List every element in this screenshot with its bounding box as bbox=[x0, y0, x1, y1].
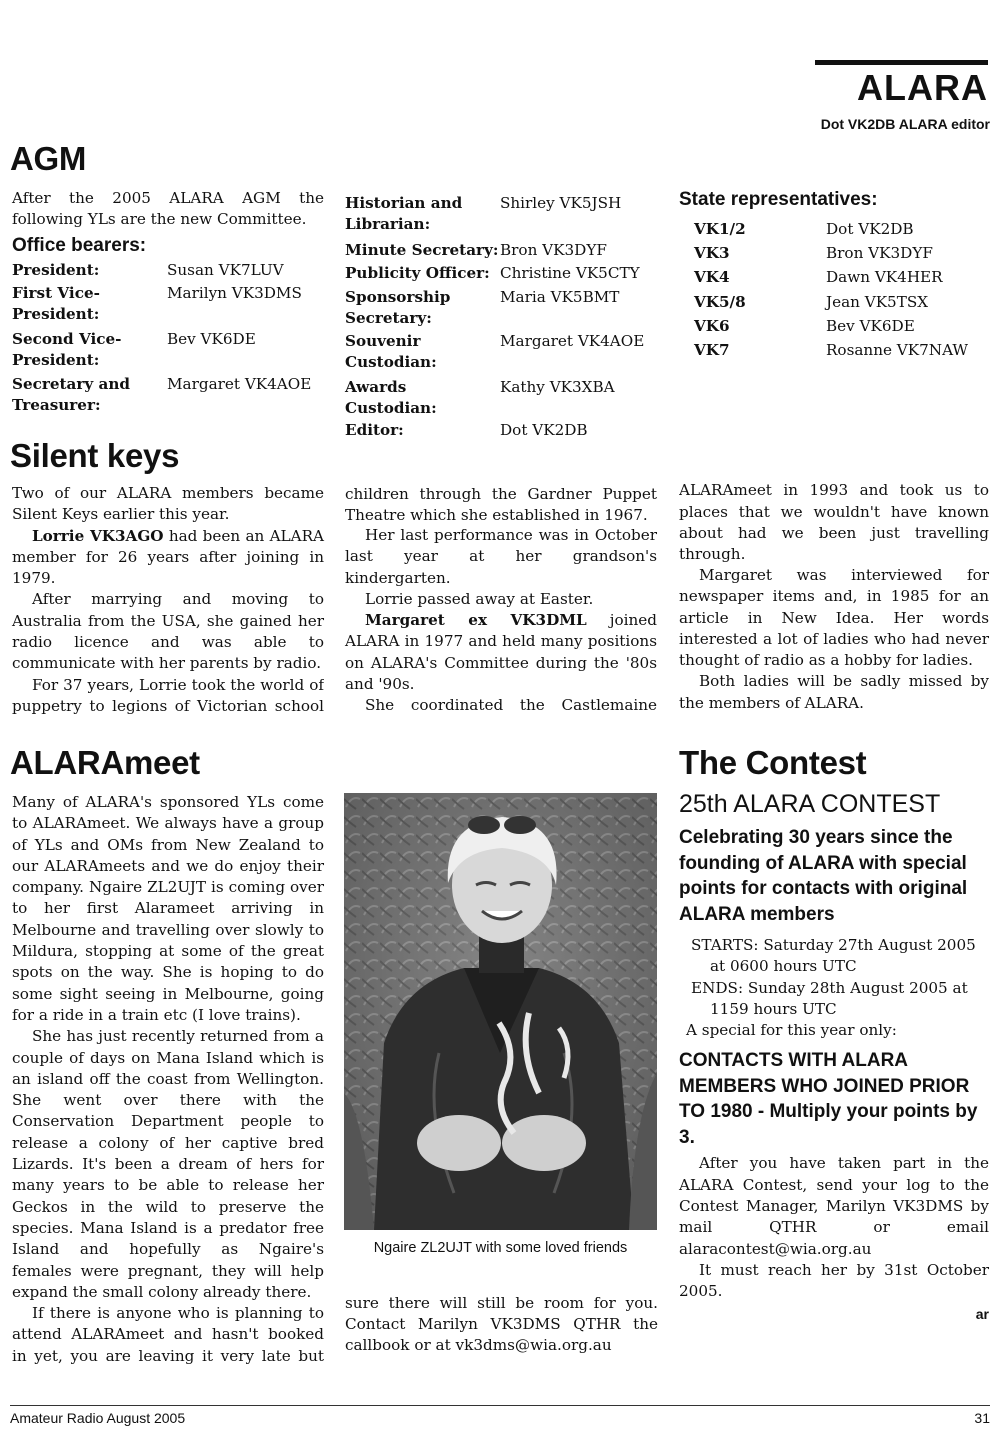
role-label: Editor: bbox=[345, 421, 404, 440]
role-row bbox=[345, 193, 644, 239]
role-label: Secretary and Treasurer: bbox=[12, 374, 131, 415]
silent-keys-p2-text: had been an ALARA member for 26 years after joining in 1979. bbox=[12, 526, 324, 588]
silent-keys-column-3 bbox=[679, 480, 989, 714]
page-number: 31 bbox=[974, 1410, 990, 1426]
footer-publication: Amateur Radio August 2005 bbox=[10, 1410, 186, 1426]
role-name: Margaret VK4AOE bbox=[500, 331, 645, 350]
photo-illustration bbox=[344, 793, 657, 1230]
role-name: Kathy VK3XBA bbox=[500, 377, 615, 396]
state-reps-table bbox=[694, 217, 968, 362]
alarameet-column-2 bbox=[345, 1293, 658, 1357]
silent-keys-column-1 bbox=[12, 483, 324, 717]
role-label: President: bbox=[12, 260, 100, 279]
role-label: Awards Custodian: bbox=[345, 377, 437, 417]
silent-keys-p7-text: joined ALARA in 1977 and held many positions on ALARA's Committee during the '80s and '90s. bbox=[345, 611, 657, 694]
silent-keys-p7 bbox=[345, 610, 657, 695]
agm-column-1 bbox=[12, 188, 324, 416]
agm-title: AGM bbox=[10, 140, 87, 177]
contest-reach: It must reach her by 31st October 2005. bbox=[679, 1260, 989, 1301]
alarameet-column-1 bbox=[12, 792, 324, 1367]
contest-subtitle: 25th ALARA CONTEST bbox=[679, 790, 941, 818]
role-name: Margaret VK4AOE bbox=[167, 374, 312, 393]
contest-special: A special for this year only: bbox=[686, 1021, 897, 1040]
office-bearer-row bbox=[12, 372, 311, 417]
role-name: Bron VK3DYF bbox=[500, 241, 607, 259]
state-rep-name: Dot VK2DB bbox=[826, 220, 914, 238]
contest-dates bbox=[679, 935, 989, 1041]
office-bearer-row bbox=[12, 281, 311, 326]
contest-title: The Contest bbox=[679, 744, 867, 781]
silent-keys-p3: After marrying and moving to Australia from the USA, she gained her radio licence and was able to communicate with her parents by radio. bbox=[12, 590, 324, 673]
agm-intro: After the 2005 ALARA AGM the following YLs are the new Committee. bbox=[12, 189, 324, 229]
state-rep-name: Bron VK3DYF bbox=[826, 244, 933, 263]
silent-keys-p5: Her last performance was in October last year at her grandson's kindergarten. bbox=[345, 526, 657, 587]
role-row bbox=[345, 376, 644, 420]
office-bearers-heading: Office bearers: bbox=[12, 234, 147, 256]
agm-column-2 bbox=[345, 193, 660, 441]
silent-keys-p4-cont-text: children through the Gardner Puppet Theatre which she established in 1967. bbox=[345, 484, 657, 524]
state-rep-row bbox=[694, 290, 968, 314]
role-label: Second Vice-President: bbox=[12, 330, 122, 370]
role-label: Souvenir Custodian: bbox=[345, 331, 437, 371]
contest-ends-2: 1159 hours UTC bbox=[710, 999, 837, 1018]
role-label: Historian and Librarian: bbox=[345, 194, 463, 234]
state-label: VK6 bbox=[694, 316, 730, 335]
state-label: VK4 bbox=[694, 268, 730, 287]
alarameet-title: ALARAmeet bbox=[10, 744, 200, 781]
state-rep-row bbox=[694, 241, 968, 265]
role-name: Christine VK5CTY bbox=[500, 264, 640, 283]
contest-celebrate: Celebrating 30 years since the founding of ALARA with special points for contacts with original ALARA members bbox=[679, 827, 968, 925]
contest-body bbox=[679, 1153, 989, 1302]
photo-caption: Ngaire ZL2UJT with some loved friends bbox=[373, 1240, 628, 1256]
silent-keys-p4: For 37 years, Lorrie took the world of puppetry to legions of Victorian school bbox=[12, 675, 324, 715]
silent-keys-p6: Lorrie passed away at Easter. bbox=[365, 589, 594, 608]
role-row bbox=[345, 419, 644, 441]
role-name: Maria VK5BMT bbox=[500, 287, 620, 306]
silent-keys-p9: Margaret was interviewed for newspaper items and, in 1985 for an article in New Idea. Her words interested a lot of ladies who had never thought of radio as a hobby for ladies. bbox=[679, 566, 989, 670]
contest-after: After you have taken part in the ALARA Contest, send your log to the Contest Manager, Marilyn VK3DMS by mail QTHR or email alaracontest@wia.org.au bbox=[679, 1154, 989, 1258]
ngaire-photo bbox=[344, 793, 657, 1230]
office-bearer-row bbox=[12, 260, 311, 281]
silent-keys-p2 bbox=[12, 526, 324, 590]
state-rep-name: Jean VK5TSX bbox=[826, 292, 929, 311]
alara-logo bbox=[815, 60, 988, 107]
state-rep-row bbox=[694, 217, 968, 241]
state-rep-name: Rosanne VK7NAW bbox=[826, 341, 969, 360]
role-name: Shirley VK5JSH bbox=[500, 194, 622, 212]
agm-column-3 bbox=[679, 189, 989, 362]
role-label: First Vice-President: bbox=[12, 284, 100, 324]
role-row bbox=[345, 261, 644, 284]
silent-keys-p8-cont-text: ALARAmeet in 1993 and took us to places that we wouldn't have known about had we been just travelling through. bbox=[679, 481, 989, 564]
role-row bbox=[345, 239, 644, 261]
state-label: VK3 bbox=[694, 244, 730, 263]
office-bearer-row bbox=[12, 326, 311, 372]
role-name: Dot VK2DB bbox=[500, 421, 588, 440]
contest-starts-1: STARTS: Saturday 27th August 2005 bbox=[691, 936, 976, 954]
silent-keys-column-2 bbox=[345, 483, 657, 716]
contest-section bbox=[679, 744, 989, 1322]
contest-starts-2: at 0600 hours UTC bbox=[710, 957, 857, 976]
office-bearers-table bbox=[12, 260, 311, 416]
role-row bbox=[345, 331, 644, 376]
silent-keys-p8: She coordinated the Castlemaine bbox=[365, 696, 657, 715]
callsign-margaret: Margaret ex VK3DML bbox=[365, 611, 587, 630]
silent-keys-p8-continued bbox=[679, 480, 989, 565]
state-label: VK5/8 bbox=[694, 292, 746, 311]
role-name: Susan VK7LUV bbox=[167, 260, 284, 279]
role-name: Marilyn VK3DMS bbox=[167, 284, 302, 303]
silent-keys-p10: Both ladies will be sadly missed by the members of ALARA. bbox=[679, 672, 989, 712]
state-reps-heading: State representatives: bbox=[679, 189, 878, 210]
contest-signoff: ar bbox=[975, 1305, 989, 1322]
alarameet-p3-cont-text: sure there will still be room for you. Contact Marilyn VK3DMS QTHR the callbook or at vk3dms@wia.org.au bbox=[345, 1293, 658, 1355]
state-rep-name: Bev VK6DE bbox=[826, 316, 915, 335]
contest-contacts: CONTACTS WITH ALARA MEMBERS WHO JOINED PRIOR TO 1980 - Multiply your points by 3. bbox=[679, 1050, 978, 1148]
role-name: Bev VK6DE bbox=[167, 330, 256, 349]
other-roles-table bbox=[345, 193, 644, 441]
state-rep-row bbox=[694, 338, 968, 362]
silent-keys-title: Silent keys bbox=[10, 437, 180, 474]
role-label: Sponsorship Secretary: bbox=[345, 287, 451, 327]
state-rep-row bbox=[694, 265, 968, 289]
state-rep-row bbox=[694, 314, 968, 338]
state-rep-name: Dawn VK4HER bbox=[826, 268, 943, 287]
callsign-lorrie: Lorrie VK3AGO bbox=[32, 526, 164, 545]
alarameet-p3-continued bbox=[345, 1293, 658, 1357]
alarameet-p3: If there is anyone who is planning to attend ALARAmeet and hasn't booked in yet, you are leaving it very late but bbox=[12, 1304, 324, 1365]
role-label: Publicity Officer: bbox=[345, 264, 490, 283]
logo-text: ALARA bbox=[857, 67, 988, 108]
contest-ends-1: ENDS: Sunday 28th August 2005 at bbox=[691, 978, 968, 997]
state-label: VK1/2 bbox=[694, 220, 746, 238]
state-label: VK7 bbox=[694, 341, 730, 360]
alarameet-p2: She has just recently returned from a couple of days on Mana Island which is an island off the coast from Wellington. She went over there with the Conservation Department people to release a colony of her captive bred Lizards. It's been a dream of hers for many years to be able to release her Geckos in the wild to preserve the species. Mana Island is a predator free Island and hopefully as Ngaire's females were pregnant, they will help expand the small colony already there. bbox=[12, 1027, 324, 1301]
silent-keys-p4-continued bbox=[345, 483, 657, 525]
alarameet-p1: Many of ALARA's sponsored YLs come to ALARAmeet. We always have a group of YLs and OMs from New Zealand to our ALARAmeets and we do enjoy their company. Ngaire ZL2UJT is coming over to her first Alarameet arriving in Melbourne and travelling over slowly to Mildura, stopping at some of the great spots on the way. She is hoping to do some sight seeing in Melbourne, going for a ride in a train etc (I love trains). bbox=[12, 793, 324, 1024]
role-label: Minute Secretary: bbox=[345, 241, 499, 259]
silent-keys-p1: Two of our ALARA members became Silent Keys earlier this year. bbox=[12, 484, 324, 524]
editor-line: Dot VK2DB ALARA editor bbox=[820, 116, 990, 132]
role-row bbox=[345, 285, 644, 331]
footer-rule bbox=[10, 1405, 990, 1406]
